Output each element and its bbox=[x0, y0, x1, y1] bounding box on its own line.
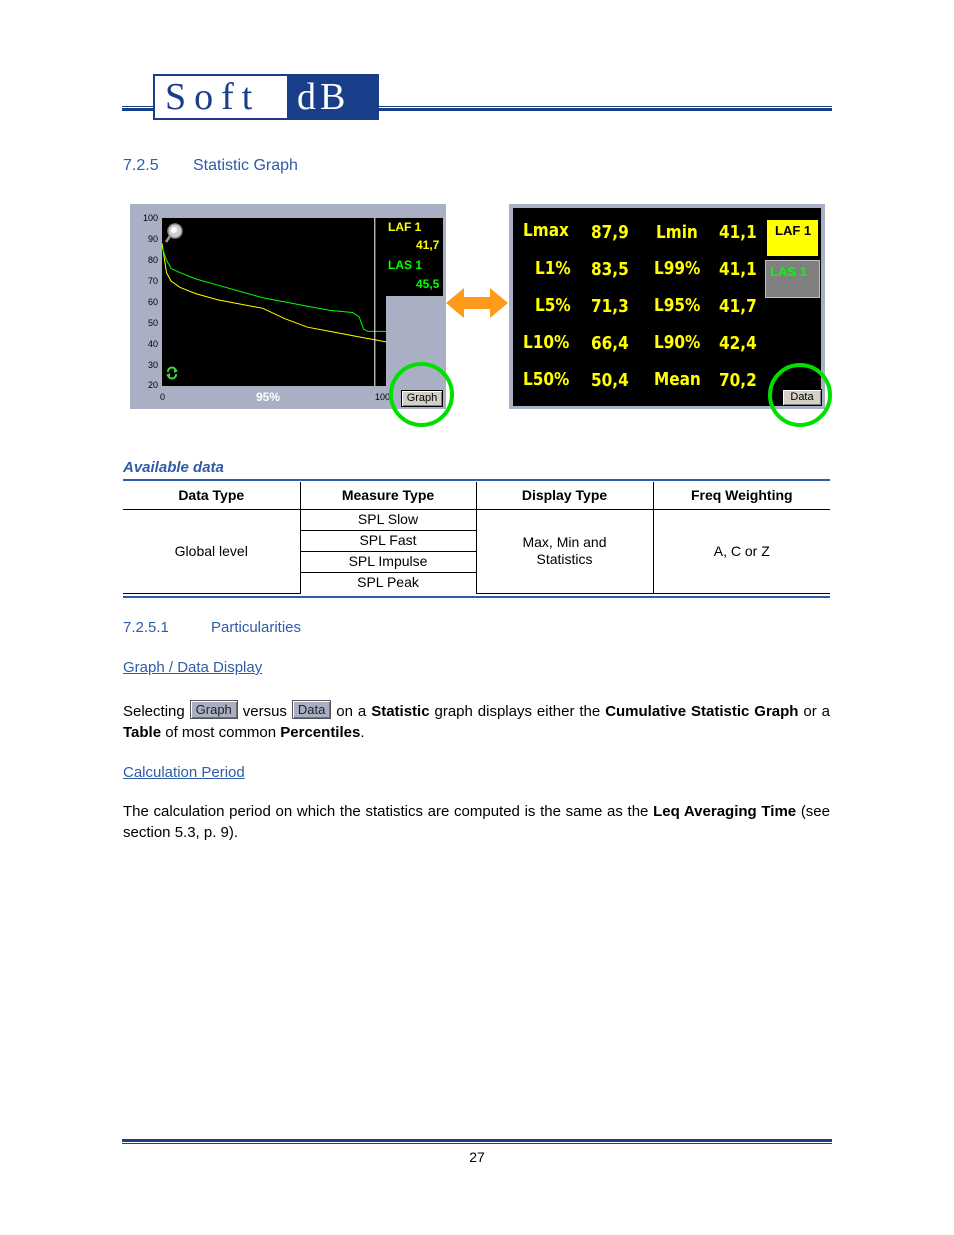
double-arrow-icon bbox=[446, 286, 508, 320]
inline-data-button: Data bbox=[292, 700, 331, 719]
y-tick: 30 bbox=[147, 360, 158, 370]
data-button[interactable]: Data bbox=[782, 389, 822, 406]
calculation-period-heading: Calculation Period bbox=[123, 764, 245, 781]
section-number: 7.2.5 bbox=[123, 157, 159, 174]
x-tick: 0 bbox=[160, 392, 166, 402]
text: versus bbox=[237, 703, 292, 720]
stat-value: 70,2 bbox=[719, 370, 757, 391]
stat-label: L99% bbox=[654, 258, 701, 279]
text: . bbox=[360, 724, 365, 741]
cursor-percent-label: 95% bbox=[256, 390, 281, 404]
y-tick: 100 bbox=[142, 213, 158, 223]
logo-text-soft: Soft bbox=[155, 76, 287, 118]
series-line-las bbox=[162, 247, 386, 331]
table-header-row bbox=[123, 482, 830, 509]
subsection-number: 7.2.5.1 bbox=[123, 619, 169, 636]
cell-measure-type: SPL Impulse bbox=[300, 551, 476, 572]
header-rule-left bbox=[122, 106, 153, 111]
stat-value: 50,4 bbox=[591, 370, 629, 391]
display-type-line: Max, Min and bbox=[522, 534, 607, 550]
footer-rule bbox=[122, 1139, 832, 1144]
stat-label: Lmax bbox=[523, 220, 569, 241]
legend-las-value: 45,5 bbox=[416, 277, 440, 291]
display-type-line: Statistics bbox=[536, 551, 593, 567]
text: The calculation period on which the statistics are computed is the same as the bbox=[123, 803, 654, 820]
stat-label: L90% bbox=[654, 332, 701, 353]
available-data-table bbox=[123, 482, 830, 594]
stat-label: L10% bbox=[523, 332, 570, 353]
header-measure-type: Measure Type bbox=[300, 482, 476, 509]
stat-value: 87,9 bbox=[591, 222, 629, 243]
stat-value: 71,3 bbox=[591, 296, 629, 317]
stat-label: L95% bbox=[654, 295, 701, 316]
cell-data-type: Global level bbox=[123, 509, 300, 593]
text: or a bbox=[798, 703, 831, 720]
stat-label: L50% bbox=[523, 369, 570, 390]
cell-measure-type: SPL Slow bbox=[300, 509, 476, 530]
logo-text-db: dB bbox=[287, 76, 377, 118]
y-tick: 60 bbox=[147, 297, 158, 307]
refresh-icon[interactable] bbox=[165, 366, 179, 380]
subsection-title: Particularities bbox=[211, 619, 302, 636]
graph-button-highlight bbox=[389, 362, 454, 427]
stat-label: Mean bbox=[654, 369, 701, 390]
text: of most common bbox=[161, 724, 281, 741]
text: (see section 5.3, p. 9). bbox=[123, 803, 830, 841]
table-bottom-rule bbox=[123, 596, 830, 599]
y-tick: 70 bbox=[147, 276, 158, 286]
stat-value: 41,1 bbox=[719, 222, 757, 243]
stat-value: 83,5 bbox=[591, 259, 629, 280]
y-tick: 20 bbox=[147, 380, 158, 390]
graph-data-paragraph bbox=[123, 700, 830, 743]
stat-value: 66,4 bbox=[591, 333, 629, 354]
stat-value: 41,1 bbox=[719, 259, 757, 280]
table-row bbox=[123, 509, 830, 530]
text: on a bbox=[331, 703, 372, 720]
las-selector[interactable]: LAS 1 bbox=[765, 260, 820, 298]
legend-laf-name: LAF 1 bbox=[388, 220, 422, 234]
stat-value: 41,7 bbox=[719, 296, 757, 317]
available-data-title: Available data bbox=[123, 459, 224, 476]
header-data-type: Data Type bbox=[123, 482, 300, 509]
y-tick: 40 bbox=[147, 339, 158, 349]
cell-measure-type: SPL Fast bbox=[300, 530, 476, 551]
page-number: 27 bbox=[469, 1149, 485, 1165]
header-freq-weighting: Freq Weighting bbox=[653, 482, 830, 509]
y-tick: 90 bbox=[147, 234, 158, 244]
bold-text: Cumulative Statistic Graph bbox=[605, 703, 799, 720]
text: graph displays either the bbox=[429, 703, 606, 720]
bold-text: Table bbox=[123, 724, 162, 741]
inline-graph-button: Graph bbox=[190, 700, 238, 719]
laf-selector[interactable]: LAF 1 bbox=[765, 218, 820, 258]
stat-label: L5% bbox=[535, 295, 571, 316]
data-button-highlight bbox=[768, 363, 832, 427]
section-title: Statistic Graph bbox=[193, 157, 298, 174]
zoom-icon[interactable] bbox=[164, 222, 186, 244]
legend-laf-value: 41,7 bbox=[416, 238, 440, 252]
bold-text: Leq Averaging Time bbox=[653, 803, 797, 820]
calculation-period-paragraph bbox=[123, 801, 830, 843]
cell-freq-weighting: A, C or Z bbox=[653, 509, 830, 593]
stat-label: Lmin bbox=[656, 222, 698, 243]
plot-area[interactable] bbox=[162, 218, 386, 386]
header-rule-right bbox=[379, 106, 832, 111]
graph-data-display-heading: Graph / Data Display bbox=[123, 659, 263, 676]
legend-box[interactable] bbox=[386, 218, 443, 296]
stat-value: 42,4 bbox=[719, 333, 757, 354]
graph-button[interactable]: Graph bbox=[401, 390, 443, 407]
cell-display-type bbox=[476, 509, 653, 593]
series-line-laf bbox=[162, 243, 386, 342]
y-tick: 80 bbox=[147, 255, 158, 265]
text: Selecting bbox=[123, 703, 190, 720]
bold-text: Statistic bbox=[371, 703, 430, 720]
cumulative-statistic-chart bbox=[162, 218, 386, 386]
y-tick: 50 bbox=[147, 318, 158, 328]
legend-las-name: LAS 1 bbox=[388, 258, 423, 272]
header-display-type: Display Type bbox=[476, 482, 653, 509]
bold-text: Percentiles bbox=[280, 724, 361, 741]
cell-measure-type: SPL Peak bbox=[300, 572, 476, 593]
softdb-logo bbox=[153, 74, 379, 120]
stat-label: L1% bbox=[535, 258, 571, 279]
x-tick: 100 bbox=[375, 392, 391, 402]
